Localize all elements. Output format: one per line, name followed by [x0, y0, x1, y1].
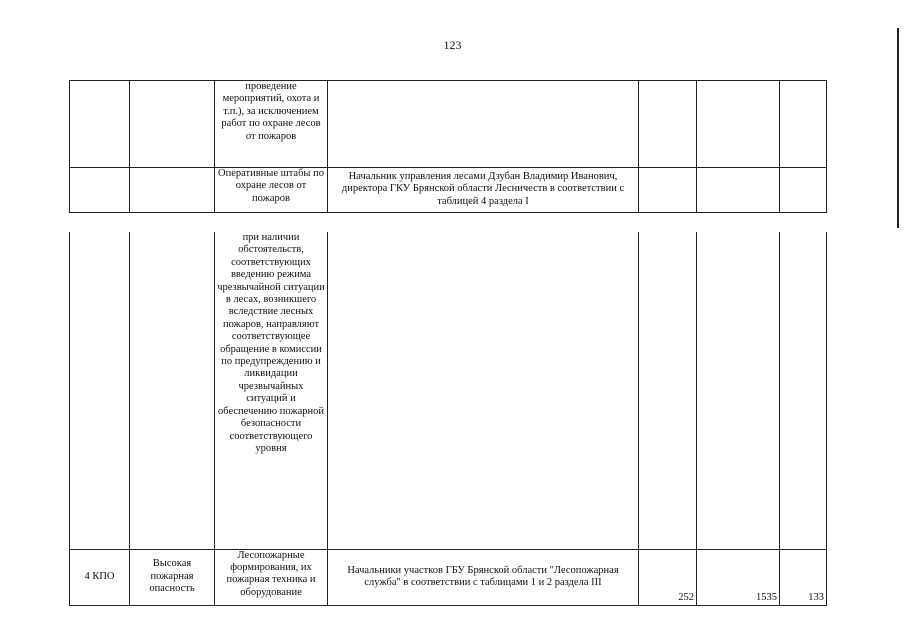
cell-level: Высокая пожарная опасность	[130, 549, 215, 605]
cell-value-b	[697, 168, 780, 213]
cell-level	[130, 81, 215, 168]
cell-class	[70, 168, 130, 213]
table-row	[70, 168, 827, 213]
table-row	[70, 232, 827, 549]
cell-value-b	[697, 81, 780, 168]
cell-value-b: 1535	[697, 549, 780, 605]
cell-responsible: Начальник управления лесами Дзубан Владимир Иванович, директора ГКУ Брянской области Лесничеств в соответствии с таблицей 4 раздела I	[328, 168, 639, 213]
cell-value-a	[639, 232, 697, 549]
cell-value-a	[639, 168, 697, 213]
cell-action: при наличии обстоятельств, соответствующих введению режима чрезвычайной ситуации в лесах, возникшего вследствие лесных пожаров, направляют соответствующее обращение в комиссии по предупреждению и ликвидации чрезвычайных ситуаций и обеспечению пожарной безопасности соответствующего уровня	[215, 232, 328, 549]
cell-value-c: 133	[780, 549, 827, 605]
cell-value-c	[780, 232, 827, 549]
cell-value-a	[639, 81, 697, 168]
page-number: 123	[443, 38, 462, 52]
cell-responsible	[328, 81, 639, 168]
cell-responsible	[328, 232, 639, 549]
cell-responsible: Начальники участков ГБУ Брянской области "Лесопожарная служба" в соответствии с таблицами 1 и 2 раздела III	[328, 549, 639, 605]
cell-action: Оперативные штабы по охране лесов от пожаров	[215, 168, 328, 213]
cell-value-a: 252	[639, 549, 697, 605]
cell-level	[130, 232, 215, 549]
table-fragment-top	[69, 80, 827, 213]
cell-class: 4 КПО	[70, 549, 130, 605]
table-row	[70, 549, 827, 605]
margin-rule	[897, 28, 899, 228]
cell-class	[70, 81, 130, 168]
cell-action: проведение мероприятий, охота и т.п.), за исключением работ по охране лесов от пожаров	[215, 81, 328, 168]
table-fragment-bottom	[69, 232, 827, 606]
table-row	[70, 81, 827, 168]
cell-value-c	[780, 168, 827, 213]
cell-value-c	[780, 81, 827, 168]
cell-action: Лесопожарные формирования, их пожарная техника и оборудование	[215, 549, 328, 605]
cell-level	[130, 168, 215, 213]
cell-value-b	[697, 232, 780, 549]
cell-class	[70, 232, 130, 549]
